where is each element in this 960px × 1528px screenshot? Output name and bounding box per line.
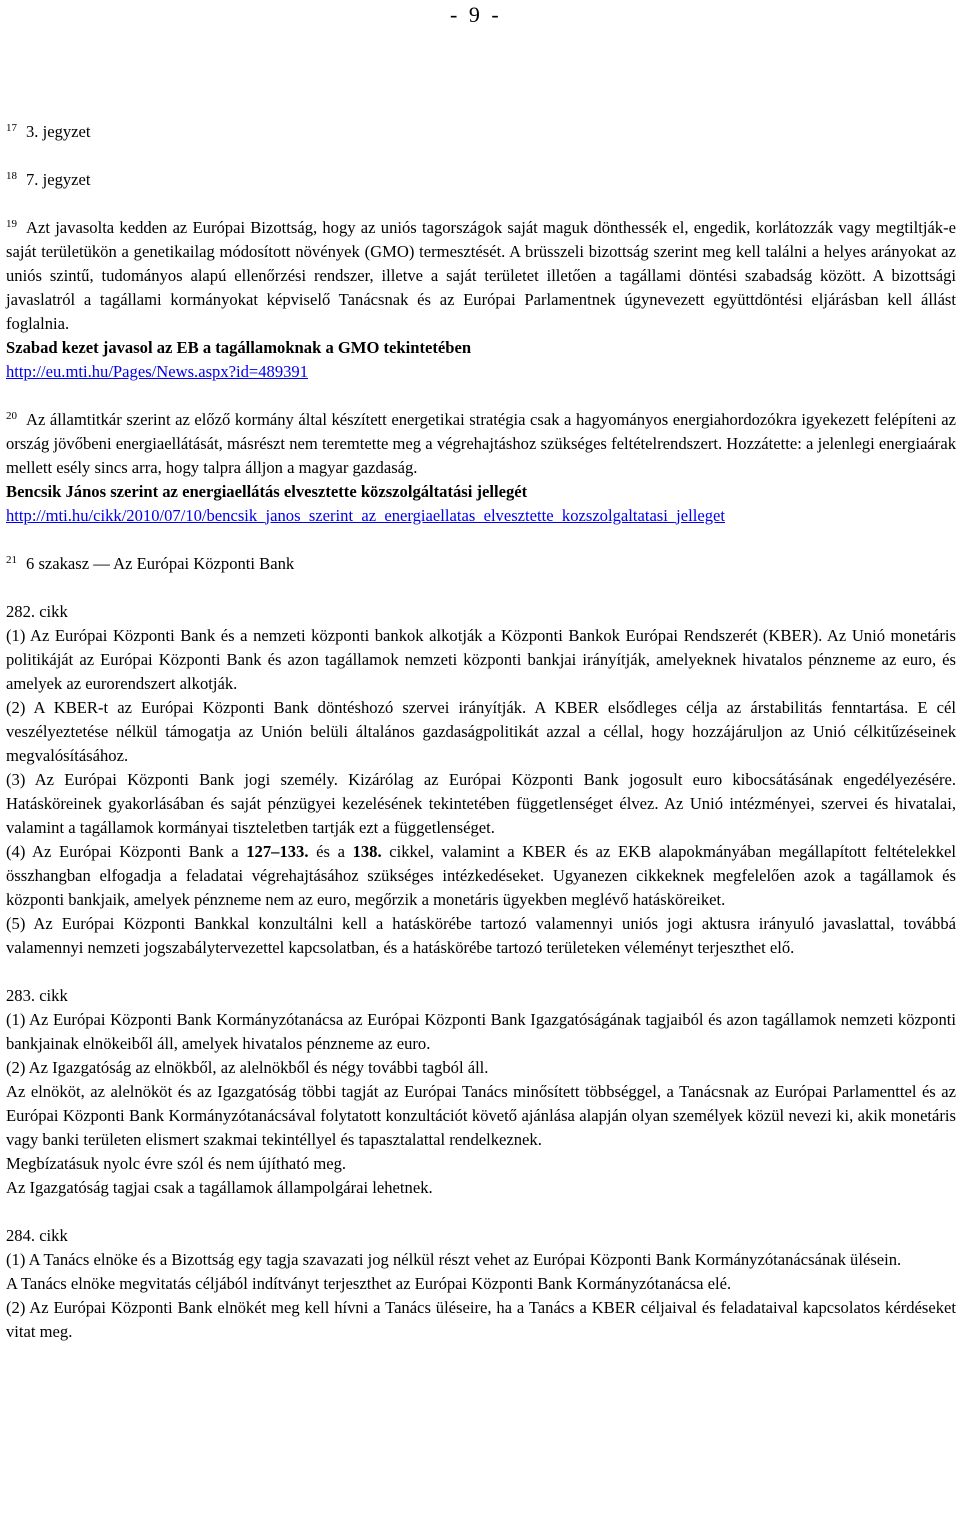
footnote-text: 7. jegyzet (26, 170, 91, 189)
article-paragraph: (2) Az Európai Központi Bank elnökét meg kell hívni a Tanács üléseire, ha a Tanács a KBER céljaival és feladataival kapcsolatos kérdéseket vitat meg. (6, 1298, 956, 1341)
footnote-text: 3. jegyzet (26, 122, 91, 141)
article-title: 283. cikk (6, 986, 68, 1005)
news-headline: Bencsik János szerint az energiaellátás elvesztette közszolgáltatási jellegét (6, 482, 528, 501)
footnote-18 (6, 168, 956, 192)
article-paragraph: (5) Az Európai Központi Bankkal konzultálni kell a hatáskörébe tartozó valamennyi uniós jogi aktusra irányuló javaslattal, továbbá valamennyi nemzeti jogszabálytervezettel kapcsolatban, és a hatáskörébe tartozó területeken véleményt terjeszthet elő. (6, 914, 956, 957)
article-paragraph: Az Igazgatóság tagjai csak a tagállamok állampolgárai lehetnek. (6, 1178, 433, 1197)
footnote-20 (6, 408, 956, 480)
footnote-number: 17 (6, 122, 17, 134)
footnote-number: 19 (6, 218, 17, 230)
article-reference: 127–133. (246, 842, 309, 861)
article-reference: 138. (352, 842, 382, 861)
footnote-number: 21 (6, 554, 17, 566)
footnote-17 (6, 120, 956, 144)
article-paragraph: (1) Az Európai Központi Bank Kormányzótanácsa az Európai Központi Bank Igazgatóságának tagjaiból és azon tagállamok nemzeti központi bankjainak elnökeiből áll, amelyek hivatalos pénzneme az euro. (6, 1010, 956, 1053)
footnote-19 (6, 216, 956, 336)
article-paragraph: (3) Az Európai Központi Bank jogi személy. Kizárólag az Európai Központi Bank jogosult euro kibocsátásának engedélyezésére. Hatásköreinek gyakorlásában és saját pénzügyei kezelésének tekintetében függetlenséget élvez. Az Unió intézményei, szervei és hivatalai, valamint a tagállamok kormányai tiszteletben tartják ezt a függetlenséget. (6, 770, 956, 837)
article-paragraph: (4) Az Európai Központi Bank a 127–133. és a 138. cikkel, valamint a KBER és az EKB alapokmányában megállapított feltételekkel összhangban elfogadja a feladatai végrehajtásához szükséges intézkedéseket. Ugyanezen cikkeknek megfelelően azok a tagállamok és központi bankjaik, amelyek pénzneme nem az euro, megőrzik a monetáris ügyekben meglévő hatásköreiket. (6, 842, 956, 909)
article-paragraph: Az elnököt, az alelnököt és az Igazgatóság többi tagját az Európai Tanács minősített többséggel, a Tanácsnak az Európai Parlamenttel és az Európai Központi Bank Kormányzótanácsával folytatott konzultációt követő ajánlása alapján olyan személyek közül nevezi ki, akik monetáris vagy banki területen elismert szakmai tekintéllyel és tapasztalattal rendelkeznek. (6, 1082, 956, 1149)
footnote-21 (6, 552, 956, 576)
article-title: 282. cikk (6, 602, 68, 621)
page-number: - 9 - (450, 2, 502, 27)
article-paragraph: (1) Az Európai Központi Bank és a nemzeti központi bankok alkotják a Központi Bankok Európai Rendszerét (KBER). Az Unió monetáris politikáját az Európai Központi Bank és azon tagállamok nemzeti központi bankjai irányítják, amelyeknek hivatalos pénzneme az euro, és amelyek az eurorendszert alkotják. (6, 626, 956, 693)
article-paragraph: A Tanács elnöke megvitatás céljából indítványt terjeszthet az Európai Központi Bank Kormányzótanácsa elé. (6, 1274, 732, 1293)
footnote-number: 18 (6, 170, 17, 182)
footnote-text: Az államtitkár szerint az előző kormány által készített energetikai stratégia csak a hagyományos energiahordozókra igyekezett felépíteni az ország jövőbeni energiaellátását, másrészt nem teremtette meg a végrehajtáshoz szükséges feltételrendszert. Hozzátette: a jelenlegi energiaárak mellett esély sincs arra, hogy talpra álljon a magyar gazdaság. (6, 410, 956, 477)
footnote-text: 6 szakasz — Az Európai Központi Bank (26, 554, 295, 573)
footnote-text: Azt javasolta kedden az Európai Bizottság, hogy az uniós tagországok saját maguk dönthessék el, engedik, korlátozzák vagy megtiltják-e saját területükön a genetikailag módosított növények (GMO) termesztését. A brüsszeli bizottság szerint meg kell találni a helyes arányokat az uniós szintű, tudományos alapú ellenőrzési rendszer, illetve a saját területet illetően a tagállami döntési szabadság között. A bizottsági javaslatról a tagállami kormányokat képviselő Tanácsnak és az Európai Parlamentnek úgynevezett együttdöntési eljárásban kell állást foglalnia. (6, 218, 956, 333)
news-link[interactable]: http://eu.mti.hu/Pages/News.aspx?id=489391 (6, 362, 309, 381)
page-body (6, 0, 956, 1344)
news-headline: Szabad kezet javasol az EB a tagállamoknak a GMO tekintetében (6, 338, 472, 357)
article-paragraph: (2) Az Igazgatóság az elnökből, az alelnökből és négy további tagból áll. (6, 1058, 489, 1077)
news-link[interactable]: http://mti.hu/cikk/2010/07/10/bencsik_janos_szerint_az_energiaellatas_elvesztette_kozszolgaltatasi_jelleget (6, 506, 726, 525)
article-paragraph: (2) A KBER-t az Európai Központi Bank döntéshozó szervei irányítják. A KBER elsődleges célja az árstabilitás fenntartása. E cél veszélyeztetése nélkül támogatja az Unión belüli általános gazdaságpolitikát azzal a céllal, hogy hozzájáruljon az Unió célkitűzéseinek megvalósításához. (6, 698, 956, 765)
footnote-number: 20 (6, 410, 17, 422)
article-paragraph: (1) A Tanács elnöke és a Bizottság egy tagja szavazati jog nélkül részt vehet az Európai Központi Bank Kormányzótanácsának ülésein. (6, 1250, 902, 1269)
article-paragraph: Megbízatásuk nyolc évre szól és nem újítható meg. (6, 1154, 347, 1173)
article-title: 284. cikk (6, 1226, 68, 1245)
